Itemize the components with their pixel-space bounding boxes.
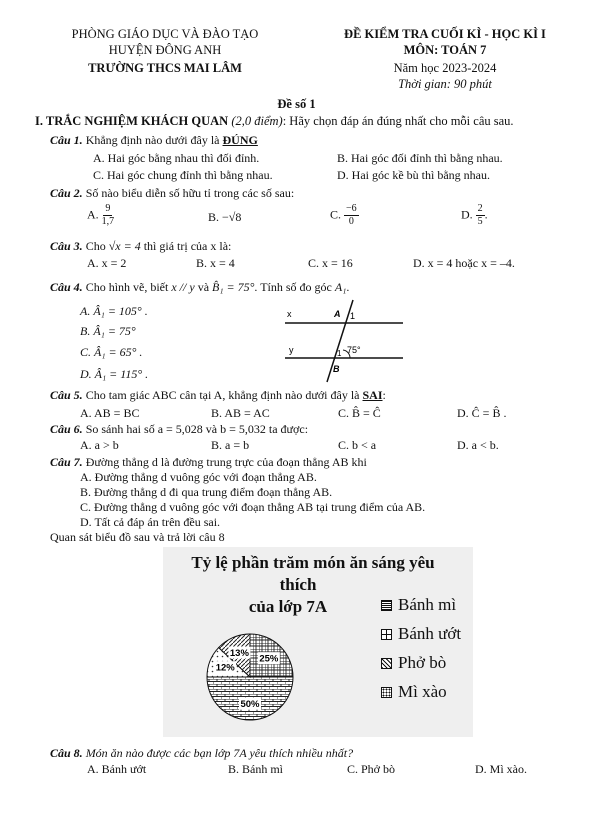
q2-option-c [330, 203, 359, 228]
q2-option-b [208, 210, 241, 225]
q5-option-c: C. B̂ = Ĉ [338, 406, 381, 420]
pie-label-3: 12% [215, 662, 235, 674]
q4-text: Cho hình vẽ, biết [85, 280, 169, 294]
q4-text-post: . Tính số đo góc [254, 280, 332, 294]
chart-title-line-2: thích [279, 575, 317, 594]
q4-option-d: D. Â₁ = 115° . [80, 367, 149, 381]
label-a-angle-1: 1 [350, 311, 356, 321]
chart-legend [381, 595, 461, 711]
q5-label: Câu 5. [50, 388, 83, 402]
q1-label: Câu 1. [50, 133, 83, 147]
q8-option-c: C. Phở bò [347, 762, 396, 776]
legend-item-3 [381, 682, 461, 711]
q3-text-pre: Cho [85, 239, 106, 253]
q2-d-prefix: D. [461, 207, 473, 222]
chart-title-line-3: của lớp 7A [248, 597, 328, 616]
q4-and: và [197, 280, 210, 294]
exam-title: ĐỀ KIỂM TRA CUỐI KÌ - HỌC KÌ I [344, 27, 546, 41]
exam-code: Đề số 1 [277, 97, 316, 111]
q1-option-a: A. Hai góc bằng nhau thì đối đỉnh. [93, 151, 260, 165]
q5-end: : [382, 388, 386, 402]
label-angle-75: 75° [347, 345, 361, 355]
pie-chart [205, 619, 335, 729]
district-name: HUYỆN ĐÔNG ANH [108, 43, 222, 57]
question-7 [50, 455, 367, 470]
pie-label-2: 13% [229, 648, 249, 660]
legend-item-1 [381, 624, 461, 653]
q4-label: Câu 4. [50, 280, 83, 294]
question-5 [50, 388, 386, 403]
q1-option-b: B. Hai góc đối đỉnh thì bằng nhau. [337, 151, 503, 165]
q8-option-d: D. Mì xào. [475, 762, 527, 776]
q4-option-a: A. Â₁ = 105° . [80, 304, 148, 318]
label-a: A [334, 309, 341, 319]
school-name: TRƯỜNG THCS MAI LÂM [88, 61, 242, 75]
legend-label-1: Bánh ướt [398, 624, 462, 643]
question-2 [50, 186, 294, 201]
q5-text: Cho tam giác ABC cân tại A, khẳng định nào dưới đây là [85, 388, 360, 402]
q2-a-num: 9 [105, 203, 111, 214]
school-year: Năm học 2023-2024 [393, 61, 497, 75]
chart-title-line-1: Tỷ lệ phần trăm món ăn sáng yêu [191, 553, 435, 572]
q5-emphasis: SAI [362, 388, 383, 402]
q4-condition-angle: B̂₁ = 75° [212, 280, 255, 294]
q2-c-prefix: C. [330, 207, 342, 222]
legend-label-3: Mì xào [398, 682, 447, 701]
label-y: y [289, 345, 294, 355]
pie-label-1: 25% [259, 653, 279, 665]
q1-option-c: C. Hai góc chung đỉnh thì bằng nhau. [93, 168, 273, 182]
legend-swatch-0 [381, 600, 392, 611]
legend-item-0 [381, 595, 461, 624]
q3-expression: √x = 4 [108, 239, 141, 253]
label-b: B [333, 364, 340, 374]
q2-label: Câu 2. [50, 186, 83, 200]
q7-option-a: A. Đường thẳng d vuông góc với đoạn thẳng AB. [80, 470, 317, 484]
q6-option-c: C. b < a [338, 438, 377, 452]
question-1 [50, 133, 258, 148]
parallel-lines-figure [270, 296, 410, 384]
q8-option-b: B. Bánh mì [228, 762, 284, 776]
section-1-instruction: : Hãy chọn đáp án đúng nhất cho mỗi câu sau. [282, 114, 514, 128]
q4-target-angle: A₁ [334, 280, 347, 294]
q2-b-expr: −√8 [222, 210, 242, 224]
q2-a-den: 1,7 [101, 216, 115, 227]
q2-option-d [461, 203, 488, 228]
pie-label-0: 50% [240, 699, 260, 711]
q7-label: Câu 7. [50, 455, 83, 469]
question-4 [50, 280, 349, 295]
label-x: x [287, 309, 292, 319]
q4-condition-parallel: x // y [171, 280, 195, 294]
q7-option-b: B. Đường thẳng d đi qua trung điểm đoạn thẳng AB. [80, 485, 333, 499]
q3-option-d: D. x = 4 hoặc x = –4. [413, 256, 515, 270]
q2-d-fraction [476, 203, 485, 228]
question-3 [50, 239, 231, 254]
q3-option-c: C. x = 16 [308, 256, 353, 270]
q5-option-d: D. Ĉ = B̂ . [457, 406, 507, 420]
legend-label-0: Bánh mì [398, 595, 457, 614]
q2-option-a [87, 203, 114, 228]
q6-option-d: D. a < b. [457, 438, 499, 452]
legend-label-2: Phở bò [398, 653, 447, 672]
q2-c-den: 0 [348, 216, 354, 227]
q6-option-b: B. a = b [211, 438, 250, 452]
duration: Thời gian: 90 phút [398, 77, 492, 91]
q4-option-b: B. Â₁ = 75° [80, 324, 136, 338]
q2-c-fraction [344, 203, 359, 228]
q6-option-a: A. a > b [80, 438, 119, 452]
legend-swatch-1 [381, 629, 392, 640]
chart-instruction: Quan sát biểu đồ sau và trả lời câu 8 [50, 530, 225, 544]
q3-option-b: B. x = 4 [196, 256, 235, 270]
q2-a-fraction [102, 203, 115, 228]
q8-label: Câu 8. [50, 746, 83, 760]
legend-swatch-2 [381, 658, 392, 669]
q7-text: Đường thẳng d là đường trung trực của đoạn thẳng AB khi [85, 455, 367, 469]
q2-d-suffix: . [484, 207, 488, 222]
q2-b-prefix: B. [208, 210, 220, 224]
subject: MÔN: TOÁN 7 [403, 43, 487, 57]
q2-text: Số nào biểu diễn số hữu tỉ trong các số sau: [85, 186, 295, 200]
q3-option-a: A. x = 2 [87, 256, 127, 270]
section-1-points: (2,0 điểm) [231, 114, 283, 128]
section-1-title: I. TRẮC NGHIỆM KHÁCH QUAN [35, 114, 229, 128]
q2-c-num: −6 [346, 203, 357, 214]
q6-label: Câu 6. [50, 422, 83, 436]
q1-emphasis: ĐÚNG [222, 133, 258, 147]
q7-option-c: C. Đường thẳng d vuông góc với đoạn thẳng AB tại trung điểm của AB. [80, 500, 426, 514]
question-6 [50, 422, 308, 437]
q4-option-c: C. Â₁ = 65° . [80, 345, 143, 359]
department-name: PHÒNG GIÁO DỤC VÀ ĐÀO TẠO [71, 27, 259, 41]
label-b-angle-1: 1 [337, 349, 342, 358]
legend-swatch-3 [381, 687, 392, 698]
q4-end: . [346, 280, 350, 294]
q3-label: Câu 3. [50, 239, 83, 253]
q8-text: Món ăn nào được các bạn lớp 7A yêu thích nhiều nhất? [85, 746, 354, 760]
legend-item-2 [381, 653, 461, 682]
q3-text-post: thì giá trị của x là: [143, 239, 232, 253]
q2-d-num: 2 [477, 203, 483, 214]
q8-option-a: A. Bánh ướt [87, 762, 147, 776]
question-8 [50, 746, 353, 761]
q7-option-d: D. Tất cả đáp án trên đều sai. [80, 515, 221, 529]
q1-option-d: D. Hai góc kề bù thì bằng nhau. [337, 168, 490, 182]
q5-option-a: A. AB = BC [80, 406, 140, 420]
q5-option-b: B. AB = AC [211, 406, 270, 420]
q1-text: Khẳng định nào dưới đây là [85, 133, 220, 147]
q2-a-prefix: A. [87, 207, 99, 222]
q2-d-den: 5 [477, 216, 483, 227]
chart-panel [163, 547, 473, 737]
section-1-heading [35, 114, 514, 129]
q6-text: So sánh hai số a = 5,028 và b = 5,032 ta được: [85, 422, 309, 436]
